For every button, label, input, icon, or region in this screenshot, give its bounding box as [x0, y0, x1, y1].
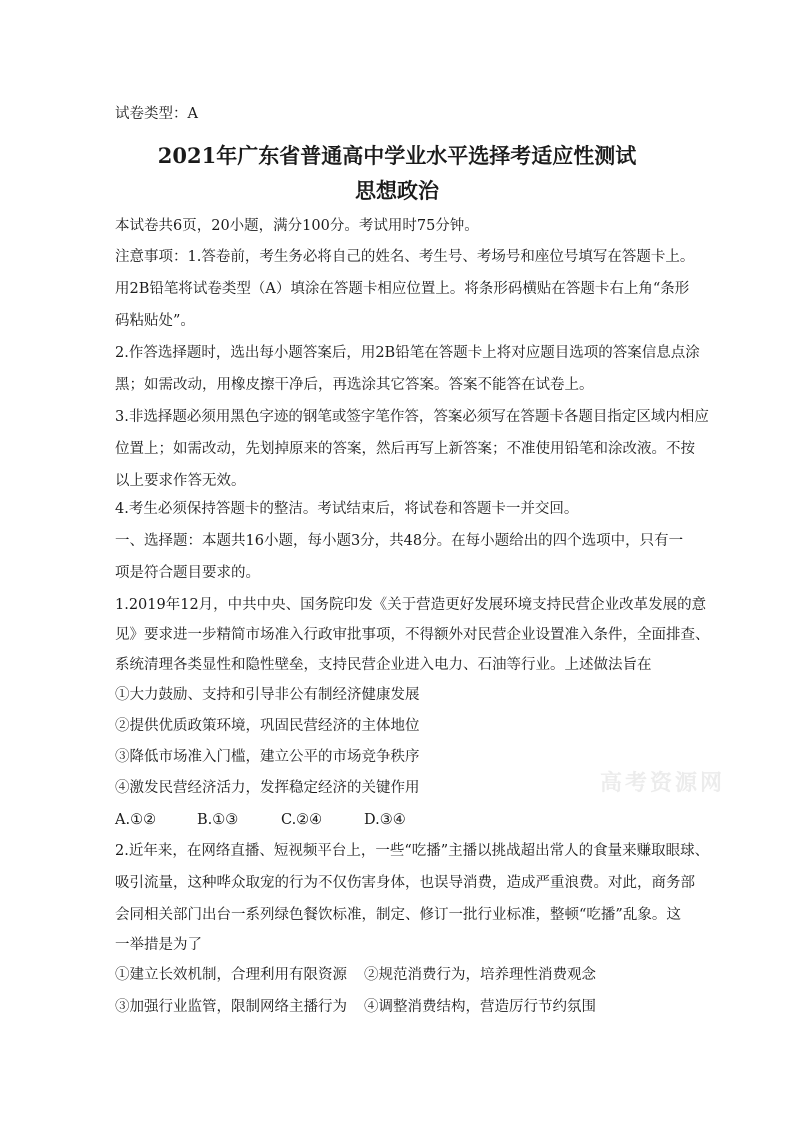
question-1-option-b: B.①③ — [197, 812, 239, 828]
notes-line: 位置上；如需改动，先划掉原来的答案，然后再写上新答案；不准使用铅笔和涂改液。不按 — [115, 441, 695, 457]
question-2-item: ④调整消费结构，营造厉行节约氛围 — [364, 999, 596, 1015]
question-2-item: ①建立长效机制，合理利用有限资源 — [115, 967, 347, 983]
question-2-stem-line: 2.近年来，在网络直播、短视频平台上，一些“吃播”主播以挑战超出常人的食量来赚取眼球、 — [115, 843, 710, 859]
question-2-item: ③加强行业监管，限制网络主播行为 — [115, 999, 347, 1015]
notes-line: 注意事项：1.答卷前，考生务必将自己的姓名、考生号、考场号和座位号填写在答题卡上。 — [115, 249, 695, 265]
question-1-option-d: D.③④ — [364, 812, 406, 828]
question-1-item: ②提供优质政策环境，巩固民营经济的主体地位 — [115, 718, 420, 734]
question-1-stem-line: 系统清理各类显性和隐性壁垒，支持民营企业进入电力、石油等行业。上述做法旨在 — [115, 657, 652, 673]
notes-line: 以上要求作答无效。 — [115, 473, 246, 489]
question-2-stem-line: 一举措是为了 — [115, 937, 202, 953]
question-1-item: ①大力鼓励、支持和引导非公有制经济健康发展 — [115, 687, 420, 703]
question-2-stem-line: 会同相关部门出台一系列绿色餐饮标准，制定、修订一批行业标准，整顿“吃播”乱象。这 — [115, 907, 681, 923]
question-1-item: ③降低市场准入门槛，建立公平的市场竞争秩序 — [115, 749, 420, 765]
intro-line: 本试卷共6页，20小题，满分100分。考试用时75分钟。 — [115, 218, 479, 234]
notes-line: 码粘贴处”。 — [115, 313, 195, 329]
question-2-item: ②规范消费行为，培养理性消费观念 — [364, 967, 596, 983]
notes-line: 3.非选择题必须用黑色字迹的钢笔或签字笔作答，答案必须写在答题卡各题目指定区域内相应 — [115, 409, 709, 425]
question-1-stem-line: 1.2019年12月，中共中央、国务院印发《关于营造更好发展环境支持民营企业改革发展的意 — [115, 597, 707, 613]
question-1-option-a: A.①② — [115, 812, 157, 828]
question-2-stem-line: 吸引流量，这种哗众取宠的行为不仅伤害身体，也误导消费，造成严重浪费。对此，商务部 — [115, 875, 695, 891]
notes-line: 黑；如需改动，用橡皮擦干净后，再选涂其它答案。答案不能答在试卷上。 — [115, 377, 594, 393]
exam-title: 2021年广东省普通高中学业水平选择考适应性测试 — [157, 143, 637, 168]
notes-line: 用2B铅笔将试卷类型（A）填涂在答题卡相应位置上。将条形码横贴在答题卡右上角“条形 — [115, 281, 690, 297]
section-heading-line: 项是符合题目要求的。 — [115, 565, 260, 581]
notes-line: 2.作答选择题时，选出每小题答案后，用2B铅笔在答题卡上将对应题目选项的答案信息点涂 — [115, 345, 700, 361]
question-1-item: ④激发民营经济活力，发挥稳定经济的关键作用 — [115, 780, 420, 796]
watermark: 高考资源网 — [600, 770, 726, 796]
section-heading-line: 一、选择题：本题共16小题，每小题3分，共48分。在每小题给出的四个选项中，只有一 — [115, 533, 684, 549]
subject-title: 思想政治 — [355, 178, 439, 203]
question-1-stem-line: 见》要求进一步精简市场准入行政审批事项，不得额外对民营企业设置准入条件，全面排查、 — [115, 627, 710, 643]
paper-type-label: 试卷类型：A — [115, 106, 198, 122]
notes-line: 4.考生必须保持答题卡的整洁。考试结束后，将试卷和答题卡一并交回。 — [115, 501, 579, 517]
question-1-option-c: C.②④ — [281, 812, 323, 828]
